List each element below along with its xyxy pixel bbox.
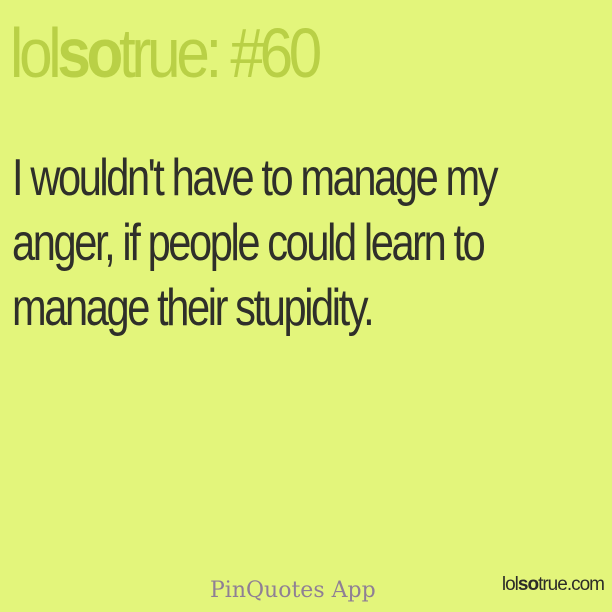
brand-heading-prefix: lol bbox=[10, 14, 58, 92]
brand-heading-bold: so bbox=[57, 14, 120, 92]
quote-line-3: manage their stupidity. bbox=[12, 279, 373, 337]
quote-line-2: anger, if people could learn to bbox=[12, 214, 484, 272]
site-url-prefix: lol bbox=[501, 574, 518, 595]
site-url-bold: so bbox=[517, 574, 539, 595]
brand-heading-suffix: true: #60 bbox=[119, 14, 318, 92]
app-watermark: PinQuotes App bbox=[210, 578, 376, 603]
site-url-suffix: true.com bbox=[538, 574, 604, 595]
quote-line-1: I wouldn't have to manage my bbox=[12, 149, 497, 207]
site-url bbox=[502, 573, 604, 597]
brand-heading bbox=[10, 16, 318, 90]
quote-text bbox=[12, 146, 612, 341]
